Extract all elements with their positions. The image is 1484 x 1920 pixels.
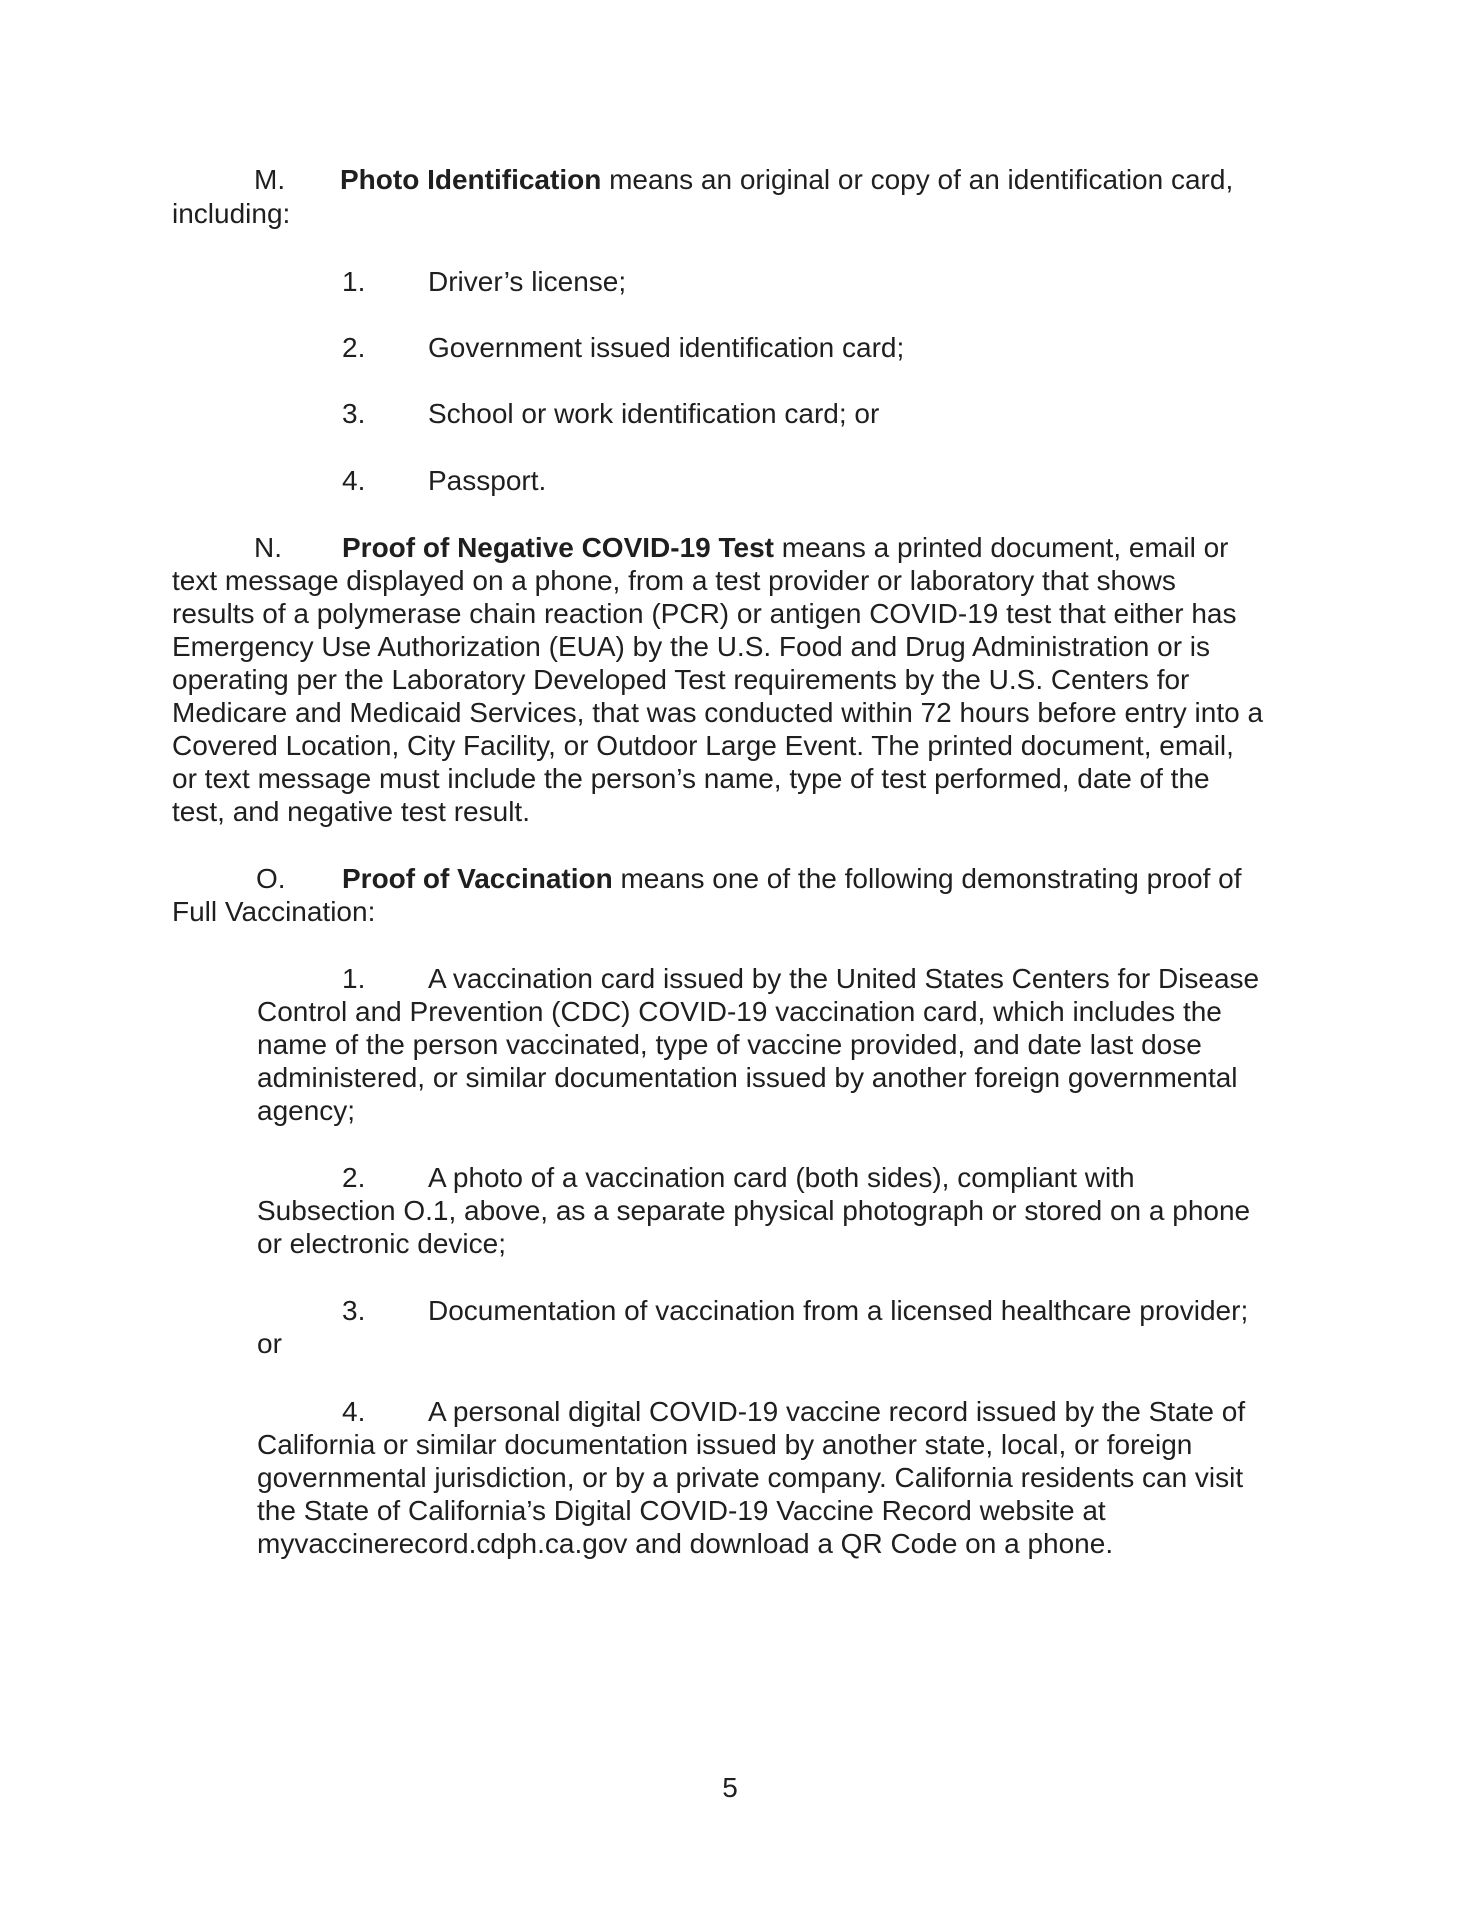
page-number: 5: [722, 1772, 738, 1803]
list-item: Documentation of vaccination from a licensed healthcare provider;: [428, 1295, 1249, 1326]
section-m-term: Photo Identification: [340, 164, 602, 195]
list-item: A personal digital COVID-19 vaccine record issued by the State of: [428, 1396, 1246, 1427]
section-m-letter: M.: [254, 164, 286, 195]
section-n-line: results of a polymerase chain reaction (PCR) or antigen COVID-19 test that either has: [172, 598, 1237, 629]
section-m-heading-line: [340, 163, 1233, 197]
section-n-letter: N.: [254, 532, 282, 563]
list-item-line: Control and Prevention (CDC) COVID-19 vaccination card, which includes the: [257, 996, 1222, 1027]
list-item: A photo of a vaccination card (both sides), compliant with: [428, 1162, 1135, 1193]
list-item: School or work identification card; or: [428, 398, 880, 429]
section-o-letter: O.: [256, 863, 286, 894]
section-n-line: text message displayed on a phone, from a test provider or laboratory that shows: [172, 565, 1176, 596]
list-item: A vaccination card issued by the United States Centers for Disease: [428, 963, 1260, 994]
list-item-line: agency;: [257, 1095, 356, 1126]
section-n-line: test, and negative test result.: [172, 796, 530, 827]
section-n-line: Medicare and Medicaid Services, that was conducted within 72 hours before entry into a: [172, 697, 1264, 728]
section-m-lead: means an original or copy of an identification card,: [609, 164, 1234, 195]
list-item-line: or: [257, 1328, 282, 1359]
list-item-line: or electronic device;: [257, 1228, 507, 1259]
list-item-number: 4.: [342, 1396, 366, 1427]
section-n-heading-line: [342, 531, 1228, 565]
list-item-line: Subsection O.1, above, as a separate physical photograph or stored on a phone: [257, 1195, 1251, 1226]
list-item: Passport.: [428, 465, 547, 496]
list-item-line: administered, or similar documentation issued by another foreign governmental: [257, 1062, 1238, 1093]
list-item-line: name of the person vaccinated, type of vaccine provided, and date last dose: [257, 1029, 1202, 1060]
section-o-term: Proof of Vaccination: [342, 863, 613, 894]
section-n-line: or text message must include the person’s name, type of test performed, date of the: [172, 763, 1210, 794]
list-item-number: 1.: [342, 963, 366, 994]
section-o-lead: means one of the following demonstrating proof of: [620, 863, 1242, 894]
section-n-line: Covered Location, City Facility, or Outdoor Large Event. The printed document, email,: [172, 730, 1234, 761]
list-item-number: 1.: [342, 266, 366, 297]
list-item-line: the State of California’s Digital COVID-19 Vaccine Record website at: [257, 1495, 1106, 1526]
section-m-cont: including:: [172, 198, 291, 229]
section-o-cont: Full Vaccination:: [172, 896, 376, 927]
list-item-line: California or similar documentation issued by another state, local, or foreign: [257, 1429, 1193, 1460]
list-item-number: 2.: [342, 332, 366, 363]
list-item-line: governmental jurisdiction, or by a private company. California residents can visit: [257, 1462, 1244, 1493]
list-item: Government issued identification card;: [428, 332, 905, 363]
list-item-number: 3.: [342, 398, 366, 429]
list-item-number: 3.: [342, 1295, 366, 1326]
section-n-term: Proof of Negative COVID-19 Test: [342, 532, 775, 563]
section-o-heading-line: [342, 862, 1242, 896]
section-n-line: Emergency Use Authorization (EUA) by the U.S. Food and Drug Administration or is: [172, 631, 1211, 662]
list-item: Driver’s license;: [428, 266, 627, 297]
list-item-line: myvaccinerecord.cdph.ca.gov and download a QR Code on a phone.: [257, 1528, 1114, 1559]
section-n-line: operating per the Laboratory Developed Test requirements by the U.S. Centers for: [172, 664, 1190, 695]
list-item-number: 2.: [342, 1162, 366, 1193]
list-item-number: 4.: [342, 465, 366, 496]
section-n-line: means a printed document, email or: [781, 532, 1229, 563]
